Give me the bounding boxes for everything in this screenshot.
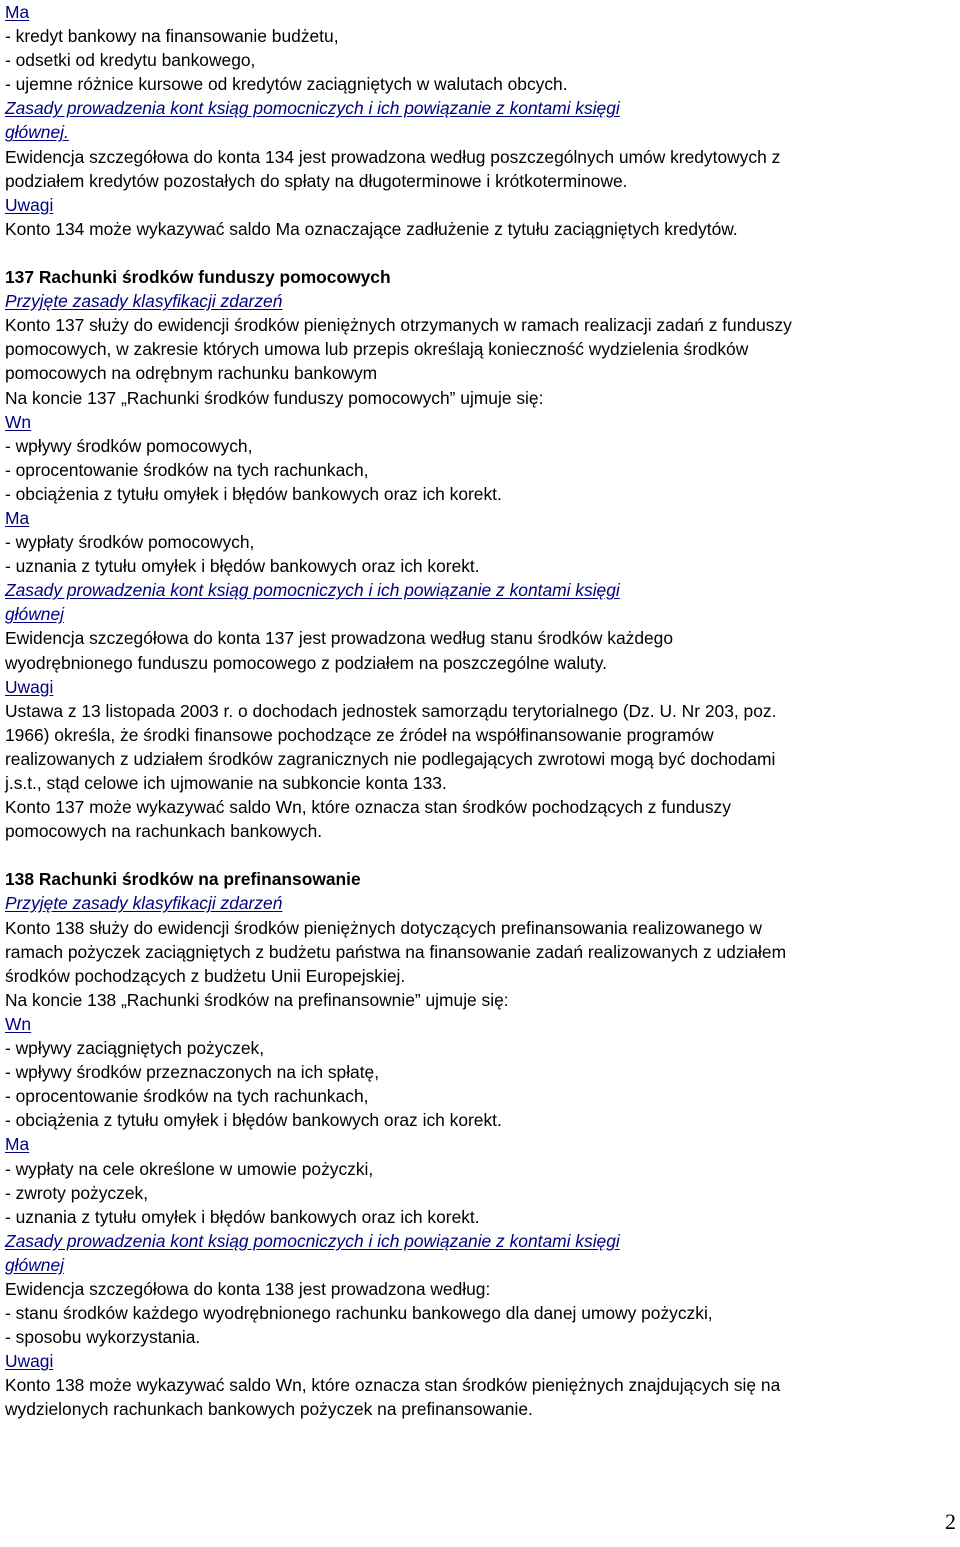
list-item: - sposobu wykorzystania. (5, 1327, 201, 1348)
paragraph-line: realizowanych z udziałem środków zagranicznych nie podlegających zwrotowi mogą być dochodami (5, 748, 776, 769)
paragraph-line: pomocowych, w zakresie których umowa lub przepis określają konieczność wydzielenia środków (5, 339, 749, 360)
list-item: - odsetki od kredytu bankowego, (5, 50, 256, 71)
paragraph-line: 1966) określa, że środki finansowe pochodzące ze źródeł na współfinansowanie programów (5, 724, 714, 745)
notes-heading: Uwagi (5, 676, 54, 697)
list-item: - wypłaty na cele określone w umowie pożyczki, (5, 1158, 374, 1179)
list-item: - ujemne różnice kursowe od kredytów zaciągniętych w walutach obcych. (5, 74, 568, 95)
list-item: - oprocentowanie środków na tych rachunkach, (5, 1086, 369, 1107)
paragraph-line: środków pochodzących z budżetu Unii Europejskiej. (5, 965, 406, 986)
paragraph-line: Ewidencja szczegółowa do konta 137 jest prowadzona według stanu środków każdego (5, 628, 674, 649)
rules-heading: Zasady prowadzenia kont ksiąg pomocniczych i ich powiązanie z kontami księgi (5, 98, 620, 119)
rules-heading-cont: głównej. (5, 122, 69, 143)
notes-heading: Uwagi (5, 194, 54, 215)
paragraph-line: wyodrębnionego funduszu pomocowego z podziałem na poszczególne waluty. (5, 652, 607, 673)
paragraph-line: Na koncie 138 „Rachunki środków na prefinansownie” ujmuje się: (5, 989, 509, 1010)
paragraph-line: Konto 134 może wykazywać saldo Ma oznaczające zadłużenie z tytułu zaciągniętych kredytów. (5, 218, 738, 239)
paragraph-line: Konto 137 może wykazywać saldo Wn, które oznacza stan środków pochodzących z funduszy (5, 797, 731, 818)
paragraph-line: ramach pożyczek zaciągniętych z budżetu państwa na finansowanie zadań realizowanych z udziałem (5, 941, 787, 962)
spacer (5, 241, 957, 265)
paragraph-line: j.s.t., stąd celowe ich ujmowanie na subkoncie konta 133. (5, 773, 447, 793)
paragraph-line: pomocowych na rachunkach bankowych. (5, 821, 323, 842)
list-item: - obciążenia z tytułu omyłek i błędów bankowych oraz ich korekt. (5, 483, 502, 504)
list-item: - wypłaty środków pomocowych, (5, 532, 255, 553)
paragraph-line: Konto 138 może wykazywać saldo Wn, które oznacza stan środków pieniężnych znajdujących się na (5, 1375, 781, 1396)
list-item: - uznania z tytułu omyłek i błędów bankowych oraz ich korekt. (5, 1206, 480, 1227)
paragraph-line: Konto 137 służy do ewidencji środków pieniężnych otrzymanych w ramach realizacji zadań z funduszy (5, 315, 792, 336)
label-ma: Ma (5, 2, 30, 22)
section-title-137: 137 Rachunki środków funduszy pomocowych (5, 267, 391, 288)
label-wn: Wn (5, 411, 32, 432)
paragraph-line: Konto 138 służy do ewidencji środków pieniężnych dotyczących prefinansowania realizowanego w (5, 917, 762, 938)
list-item: - stanu środków każdego wyodrębnionego rachunku bankowego dla danej umowy pożyczki, (5, 1303, 713, 1324)
list-item: - wpływy środków pomocowych, (5, 435, 253, 456)
principles-heading: Przyjęte zasady klasyfikacji zdarzeń (5, 291, 283, 312)
paragraph-line: wydzielonych rachunkach bankowych pożyczek na prefinansowanie. (5, 1399, 533, 1420)
spacer (5, 843, 957, 867)
list-item: - wpływy zaciągniętych pożyczek, (5, 1038, 265, 1059)
paragraph-line: Na koncie 137 „Rachunki środków funduszy pomocowych” ujmuje się: (5, 387, 544, 408)
list-item: - kredyt bankowy na finansowanie budżetu, (5, 26, 339, 47)
notes-heading: Uwagi (5, 1351, 54, 1372)
principles-heading: Przyjęte zasady klasyfikacji zdarzeń (5, 893, 283, 914)
list-item: - obciążenia z tytułu omyłek i błędów bankowych oraz ich korekt. (5, 1110, 502, 1131)
rules-heading-cont: głównej (5, 1254, 64, 1275)
paragraph-line: pomocowych na odrębnym rachunku bankowym (5, 363, 378, 384)
page-number: 2 (945, 1509, 956, 1534)
label-wn: Wn (5, 1013, 32, 1034)
rules-heading: Zasady prowadzenia kont ksiąg pomocniczych i ich powiązanie z kontami księgi (5, 580, 620, 601)
paragraph-line: Ewidencja szczegółowa do konta 134 jest prowadzona według poszczególnych umów kredytowych z (5, 146, 781, 167)
list-item: - uznania z tytułu omyłek i błędów bankowych oraz ich korekt. (5, 556, 480, 577)
rules-heading: Zasady prowadzenia kont ksiąg pomocniczych i ich powiązanie z kontami księgi (5, 1230, 620, 1251)
paragraph-line: Ewidencja szczegółowa do konta 138 jest prowadzona według: (5, 1278, 491, 1299)
paragraph-line: Ustawa z 13 listopada 2003 r. o dochodach jednostek samorządu terytorialnego (Dz. U. Nr 203, poz. (5, 700, 777, 721)
list-item: - wpływy środków przeznaczonych na ich spłatę, (5, 1062, 380, 1083)
label-ma: Ma (5, 1134, 30, 1155)
rules-heading-cont: głównej (5, 604, 64, 625)
section-title-138: 138 Rachunki środków na prefinansowanie (5, 869, 361, 890)
label-ma: Ma (5, 507, 30, 528)
paragraph-line: podziałem kredytów pozostałych do spłaty na długoterminowe i krótkoterminowe. (5, 170, 628, 191)
document-body (5, 0, 957, 1422)
list-item: - oprocentowanie środków na tych rachunkach, (5, 459, 369, 480)
list-item: - zwroty pożyczek, (5, 1182, 149, 1203)
